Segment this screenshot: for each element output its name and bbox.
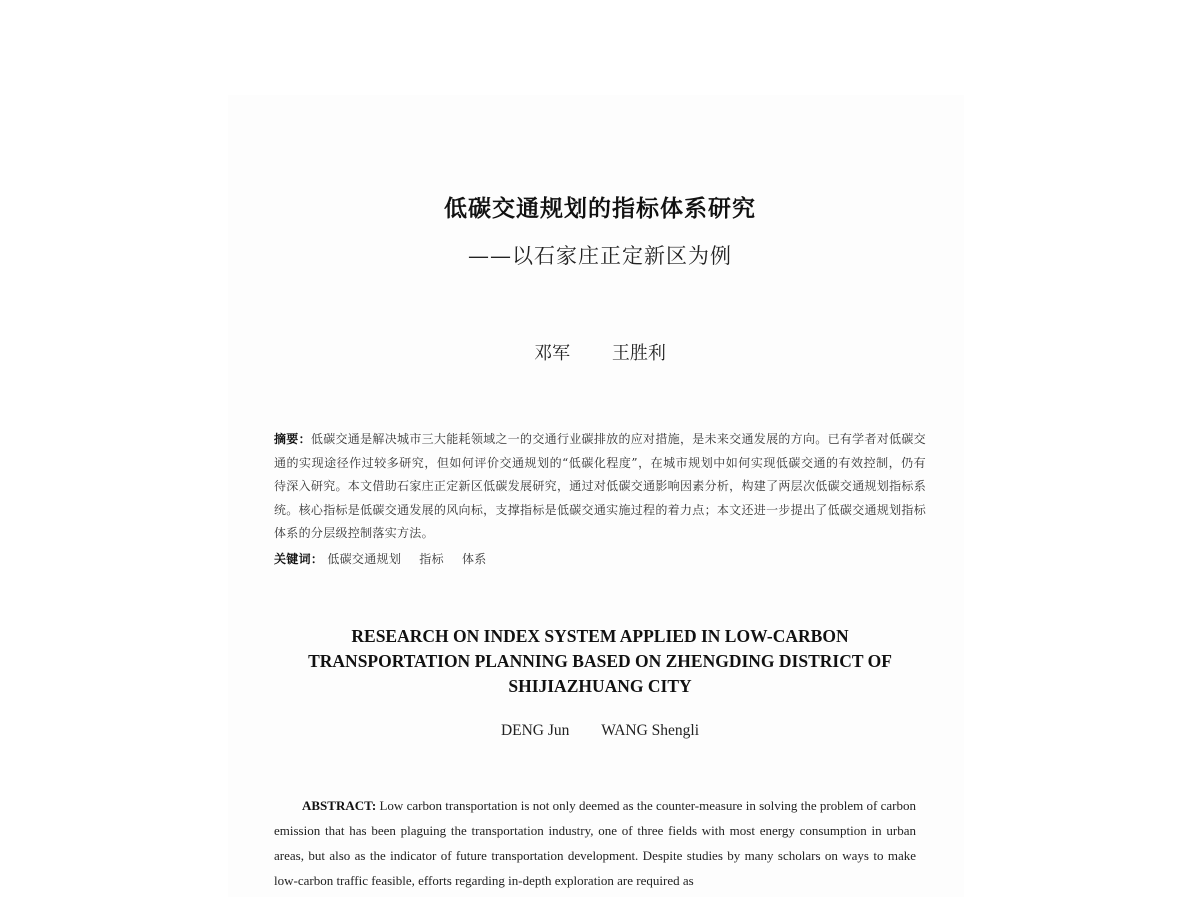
english-abstract: [274, 793, 916, 893]
english-abstract-label: ABSTRACT:: [302, 798, 377, 813]
chinese-keyword-2: 指标: [419, 552, 444, 566]
chinese-author-2: 王胜利: [611, 343, 666, 364]
chinese-keywords: [274, 550, 501, 567]
chinese-authors: [0, 339, 1200, 365]
english-authors: [0, 722, 1200, 740]
chinese-author-1: 邓军: [534, 343, 571, 364]
chinese-abstract-text: 低碳交通是解决城市三大能耗领域之一的交通行业碳排放的应对措施，是未来交通发展的方向。已有学者对低碳交通的实现途径作过较多研究，但如何评价交通规划的“低碳化程度”，在城市规划中如何实现低碳交通的有效控制，仍有待深入研究。本文借助石家庄正定新区低碳发展研究，通过对低碳交通影响因素分析，构建了两层次低碳交通规划指标系统。核心指标是低碳交通发展的风向标，支撑指标是低碳交通实施过程的着力点；本文还进一步提出了低碳交通规划指标体系的分层级控制落实方法。: [274, 432, 926, 540]
chinese-keyword-3: 体系: [462, 552, 487, 566]
chinese-keywords-label: 关键词：: [274, 552, 324, 566]
english-author-1: DENG Jun: [500, 722, 570, 739]
chinese-keyword-1: 低碳交通规划: [327, 552, 402, 566]
chinese-subtitle: ——以石家庄正定新区为例: [468, 244, 732, 268]
english-title: RESEARCH ON INDEX SYSTEM APPLIED IN LOW-CARBON TRANSPORTATION PLANNING BASED ON ZHENGDING DISTRICT OF SHIJIAZHUANG CITY: [308, 626, 892, 696]
chinese-title: 低碳交通规划的指标体系研究: [444, 196, 756, 222]
chinese-abstract-label: 摘要：: [274, 432, 311, 446]
chinese-abstract: [274, 428, 926, 546]
english-abstract-text: Low carbon transportation is not only deemed as the counter-measure in solving the problem of carbon emission that has been plaguing the transportation industry, one of three fields with most energy consumption in urban areas, but also as the indicator of future transportation development. Despite studies by many scholars on ways to make low-carbon traffic feasible, efforts regarding in-depth exploration are required as: [274, 798, 916, 888]
english-author-2: WANG Shengli: [601, 722, 700, 739]
